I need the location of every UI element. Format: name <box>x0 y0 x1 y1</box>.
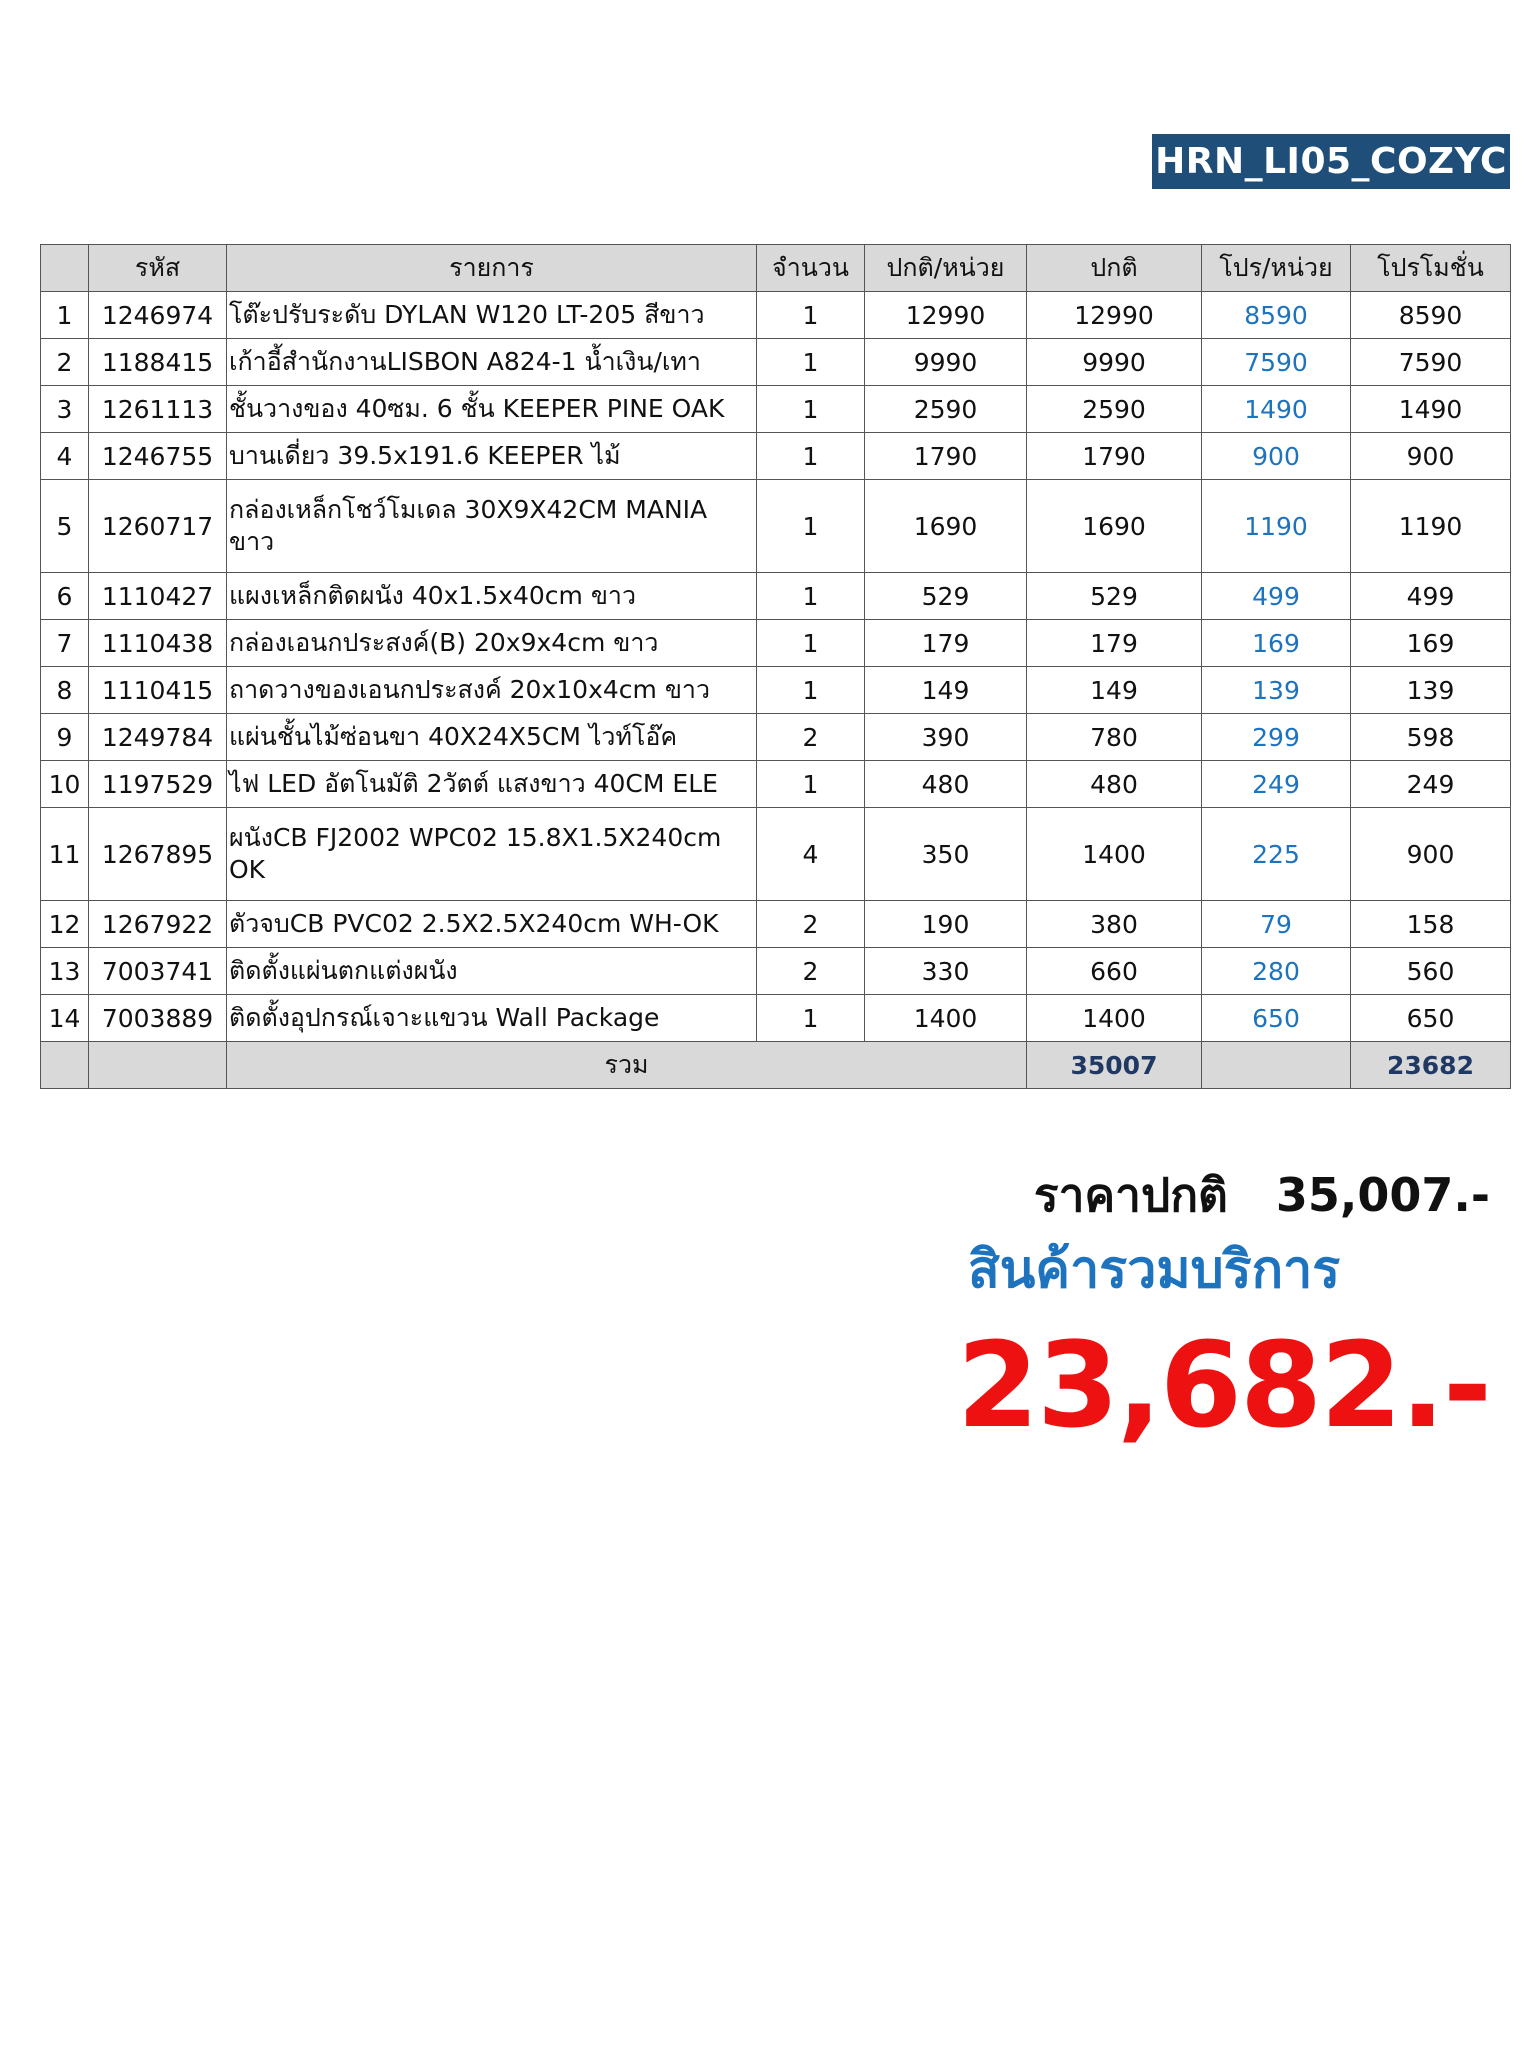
table-row <box>41 995 1511 1042</box>
row-code: 1110427 <box>89 573 227 620</box>
table-row <box>41 808 1511 901</box>
promo-price-value: 23,682.- <box>956 1316 1490 1454</box>
row-no: 13 <box>41 948 89 995</box>
row-item: แผ่นชั้นไม้ซ่อนขา 40X24X5CM ไวท์โอ๊ค <box>227 714 757 761</box>
row-code: 1261113 <box>89 386 227 433</box>
row-unit-price: 1400 <box>865 995 1027 1042</box>
table-row <box>41 620 1511 667</box>
row-promo: 7590 <box>1351 339 1511 386</box>
row-unit-price: 1790 <box>865 433 1027 480</box>
header-unit-price: ปกติ/หน่วย <box>865 245 1027 292</box>
table-row <box>41 339 1511 386</box>
row-unit-price: 350 <box>865 808 1027 901</box>
table-row <box>41 292 1511 339</box>
row-price: 380 <box>1027 901 1202 948</box>
header-promo: โปรโมชั่น <box>1351 245 1511 292</box>
row-code: 1188415 <box>89 339 227 386</box>
row-item: ตัวจบCB PVC02 2.5X2.5X240cm WH-OK <box>227 901 757 948</box>
row-price: 780 <box>1027 714 1202 761</box>
row-price: 12990 <box>1027 292 1202 339</box>
row-qty: 4 <box>757 808 865 901</box>
row-code: 1110415 <box>89 667 227 714</box>
header-qty: จำนวน <box>757 245 865 292</box>
row-no: 8 <box>41 667 89 714</box>
row-unit-price: 179 <box>865 620 1027 667</box>
row-code: 7003741 <box>89 948 227 995</box>
row-price: 149 <box>1027 667 1202 714</box>
row-unit-price: 190 <box>865 901 1027 948</box>
row-no: 12 <box>41 901 89 948</box>
row-code: 1249784 <box>89 714 227 761</box>
row-no: 1 <box>41 292 89 339</box>
row-code: 1267895 <box>89 808 227 901</box>
row-promo: 158 <box>1351 901 1511 948</box>
row-promo: 900 <box>1351 433 1511 480</box>
row-promo-unit: 169 <box>1202 620 1351 667</box>
row-price: 1400 <box>1027 995 1202 1042</box>
row-promo: 8590 <box>1351 292 1511 339</box>
row-promo-unit: 650 <box>1202 995 1351 1042</box>
table-row <box>41 573 1511 620</box>
row-price: 480 <box>1027 761 1202 808</box>
row-qty: 2 <box>757 948 865 995</box>
row-qty: 1 <box>757 292 865 339</box>
row-item: แผงเหล็กติดผนัง 40x1.5x40cm ขาว <box>227 573 757 620</box>
row-qty: 1 <box>757 386 865 433</box>
row-qty: 2 <box>757 901 865 948</box>
row-promo-unit: 1190 <box>1202 480 1351 573</box>
total-blank-2 <box>89 1042 227 1089</box>
table-row <box>41 386 1511 433</box>
row-no: 9 <box>41 714 89 761</box>
row-promo: 598 <box>1351 714 1511 761</box>
row-item: ถาดวางของเอนกประสงค์ 20x10x4cm ขาว <box>227 667 757 714</box>
row-item: โต๊ะปรับระดับ DYLAN W120 LT-205 สีขาว <box>227 292 757 339</box>
row-unit-price: 390 <box>865 714 1027 761</box>
total-normal: 35007 <box>1027 1042 1202 1089</box>
header-price: ปกติ <box>1027 245 1202 292</box>
row-no: 4 <box>41 433 89 480</box>
normal-price-label: ราคาปกติ <box>1033 1168 1228 1222</box>
row-promo-unit: 499 <box>1202 573 1351 620</box>
row-code: 1246974 <box>89 292 227 339</box>
table-row <box>41 433 1511 480</box>
table-row <box>41 761 1511 808</box>
header-no <box>41 245 89 292</box>
header-promo-unit: โปร/หน่วย <box>1202 245 1351 292</box>
row-promo: 499 <box>1351 573 1511 620</box>
table-row <box>41 667 1511 714</box>
quotation-table <box>40 244 1511 1089</box>
row-item: ผนังCB FJ2002 WPC02 15.8X1.5X240cm OK <box>227 808 757 901</box>
row-qty: 1 <box>757 761 865 808</box>
row-qty: 1 <box>757 667 865 714</box>
row-item: บานเดี่ยว 39.5x191.6 KEEPER ไม้ <box>227 433 757 480</box>
row-code: 1246755 <box>89 433 227 480</box>
row-item: เก้าอี้สำนักงานLISBON A824-1 น้ำเงิน/เทา <box>227 339 757 386</box>
row-item: ติดตั้งแผ่นตกแต่งผนัง <box>227 948 757 995</box>
normal-price-row <box>890 1160 1490 1230</box>
row-no: 7 <box>41 620 89 667</box>
normal-price-value: 35,007.- <box>1275 1168 1490 1222</box>
row-unit-price: 149 <box>865 667 1027 714</box>
row-unit-price: 1690 <box>865 480 1027 573</box>
row-promo: 169 <box>1351 620 1511 667</box>
total-blank-3 <box>1202 1042 1351 1089</box>
row-qty: 1 <box>757 339 865 386</box>
row-promo: 900 <box>1351 808 1511 901</box>
row-promo: 650 <box>1351 995 1511 1042</box>
row-promo: 1190 <box>1351 480 1511 573</box>
row-price: 9990 <box>1027 339 1202 386</box>
row-qty: 1 <box>757 620 865 667</box>
price-summary <box>890 1160 1490 1460</box>
row-promo-unit: 225 <box>1202 808 1351 901</box>
row-promo-unit: 7590 <box>1202 339 1351 386</box>
total-promo: 23682 <box>1351 1042 1511 1089</box>
row-price: 1400 <box>1027 808 1202 901</box>
total-label: รวม <box>227 1042 1027 1089</box>
row-item: ติดตั้งอุปกรณ์เจาะแขวน Wall Package <box>227 995 757 1042</box>
row-item: ไฟ LED อัตโนมัติ 2วัตต์ แสงขาว 40CM ELE <box>227 761 757 808</box>
row-qty: 1 <box>757 480 865 573</box>
row-unit-price: 12990 <box>865 292 1027 339</box>
row-promo-unit: 900 <box>1202 433 1351 480</box>
row-no: 10 <box>41 761 89 808</box>
row-promo: 249 <box>1351 761 1511 808</box>
row-promo-unit: 8590 <box>1202 292 1351 339</box>
row-qty: 1 <box>757 573 865 620</box>
total-blank-1 <box>41 1042 89 1089</box>
row-unit-price: 2590 <box>865 386 1027 433</box>
row-no: 6 <box>41 573 89 620</box>
row-promo-unit: 249 <box>1202 761 1351 808</box>
row-item: กล่องเอนกประสงค์(B) 20x9x4cm ขาว <box>227 620 757 667</box>
row-no: 11 <box>41 808 89 901</box>
row-promo: 139 <box>1351 667 1511 714</box>
row-price: 1790 <box>1027 433 1202 480</box>
table-row <box>41 480 1511 573</box>
row-no: 3 <box>41 386 89 433</box>
row-price: 529 <box>1027 573 1202 620</box>
row-unit-price: 330 <box>865 948 1027 995</box>
row-qty: 1 <box>757 433 865 480</box>
row-item: ชั้นวางของ 40ซม. 6 ชั้น KEEPER PINE OAK <box>227 386 757 433</box>
row-no: 14 <box>41 995 89 1042</box>
table-row <box>41 901 1511 948</box>
row-promo: 1490 <box>1351 386 1511 433</box>
row-no: 5 <box>41 480 89 573</box>
table-row <box>41 948 1511 995</box>
row-unit-price: 480 <box>865 761 1027 808</box>
row-promo-unit: 1490 <box>1202 386 1351 433</box>
row-price: 2590 <box>1027 386 1202 433</box>
row-promo-unit: 79 <box>1202 901 1351 948</box>
service-label: สินค้ารวมบริการ <box>968 1240 1341 1300</box>
row-price: 179 <box>1027 620 1202 667</box>
row-unit-price: 529 <box>865 573 1027 620</box>
row-qty: 1 <box>757 995 865 1042</box>
row-item: กล่องเหล็กโชว์โมเดล 30X9X42CM MANIA ขาว <box>227 480 757 573</box>
total-row <box>41 1042 1511 1089</box>
row-qty: 2 <box>757 714 865 761</box>
table-row <box>41 714 1511 761</box>
row-promo-unit: 280 <box>1202 948 1351 995</box>
row-no: 2 <box>41 339 89 386</box>
row-code: 1197529 <box>89 761 227 808</box>
row-promo: 560 <box>1351 948 1511 995</box>
row-promo-unit: 299 <box>1202 714 1351 761</box>
row-code: 1260717 <box>89 480 227 573</box>
row-code: 1267922 <box>89 901 227 948</box>
header-code: รหัส <box>89 245 227 292</box>
header-item: รายการ <box>227 245 757 292</box>
row-code: 7003889 <box>89 995 227 1042</box>
table-header-row <box>41 245 1511 292</box>
row-price: 1690 <box>1027 480 1202 573</box>
row-promo-unit: 139 <box>1202 667 1351 714</box>
row-code: 1110438 <box>89 620 227 667</box>
row-unit-price: 9990 <box>865 339 1027 386</box>
row-price: 660 <box>1027 948 1202 995</box>
document-code-badge: HRN_LI05_COZYC <box>1152 134 1510 189</box>
